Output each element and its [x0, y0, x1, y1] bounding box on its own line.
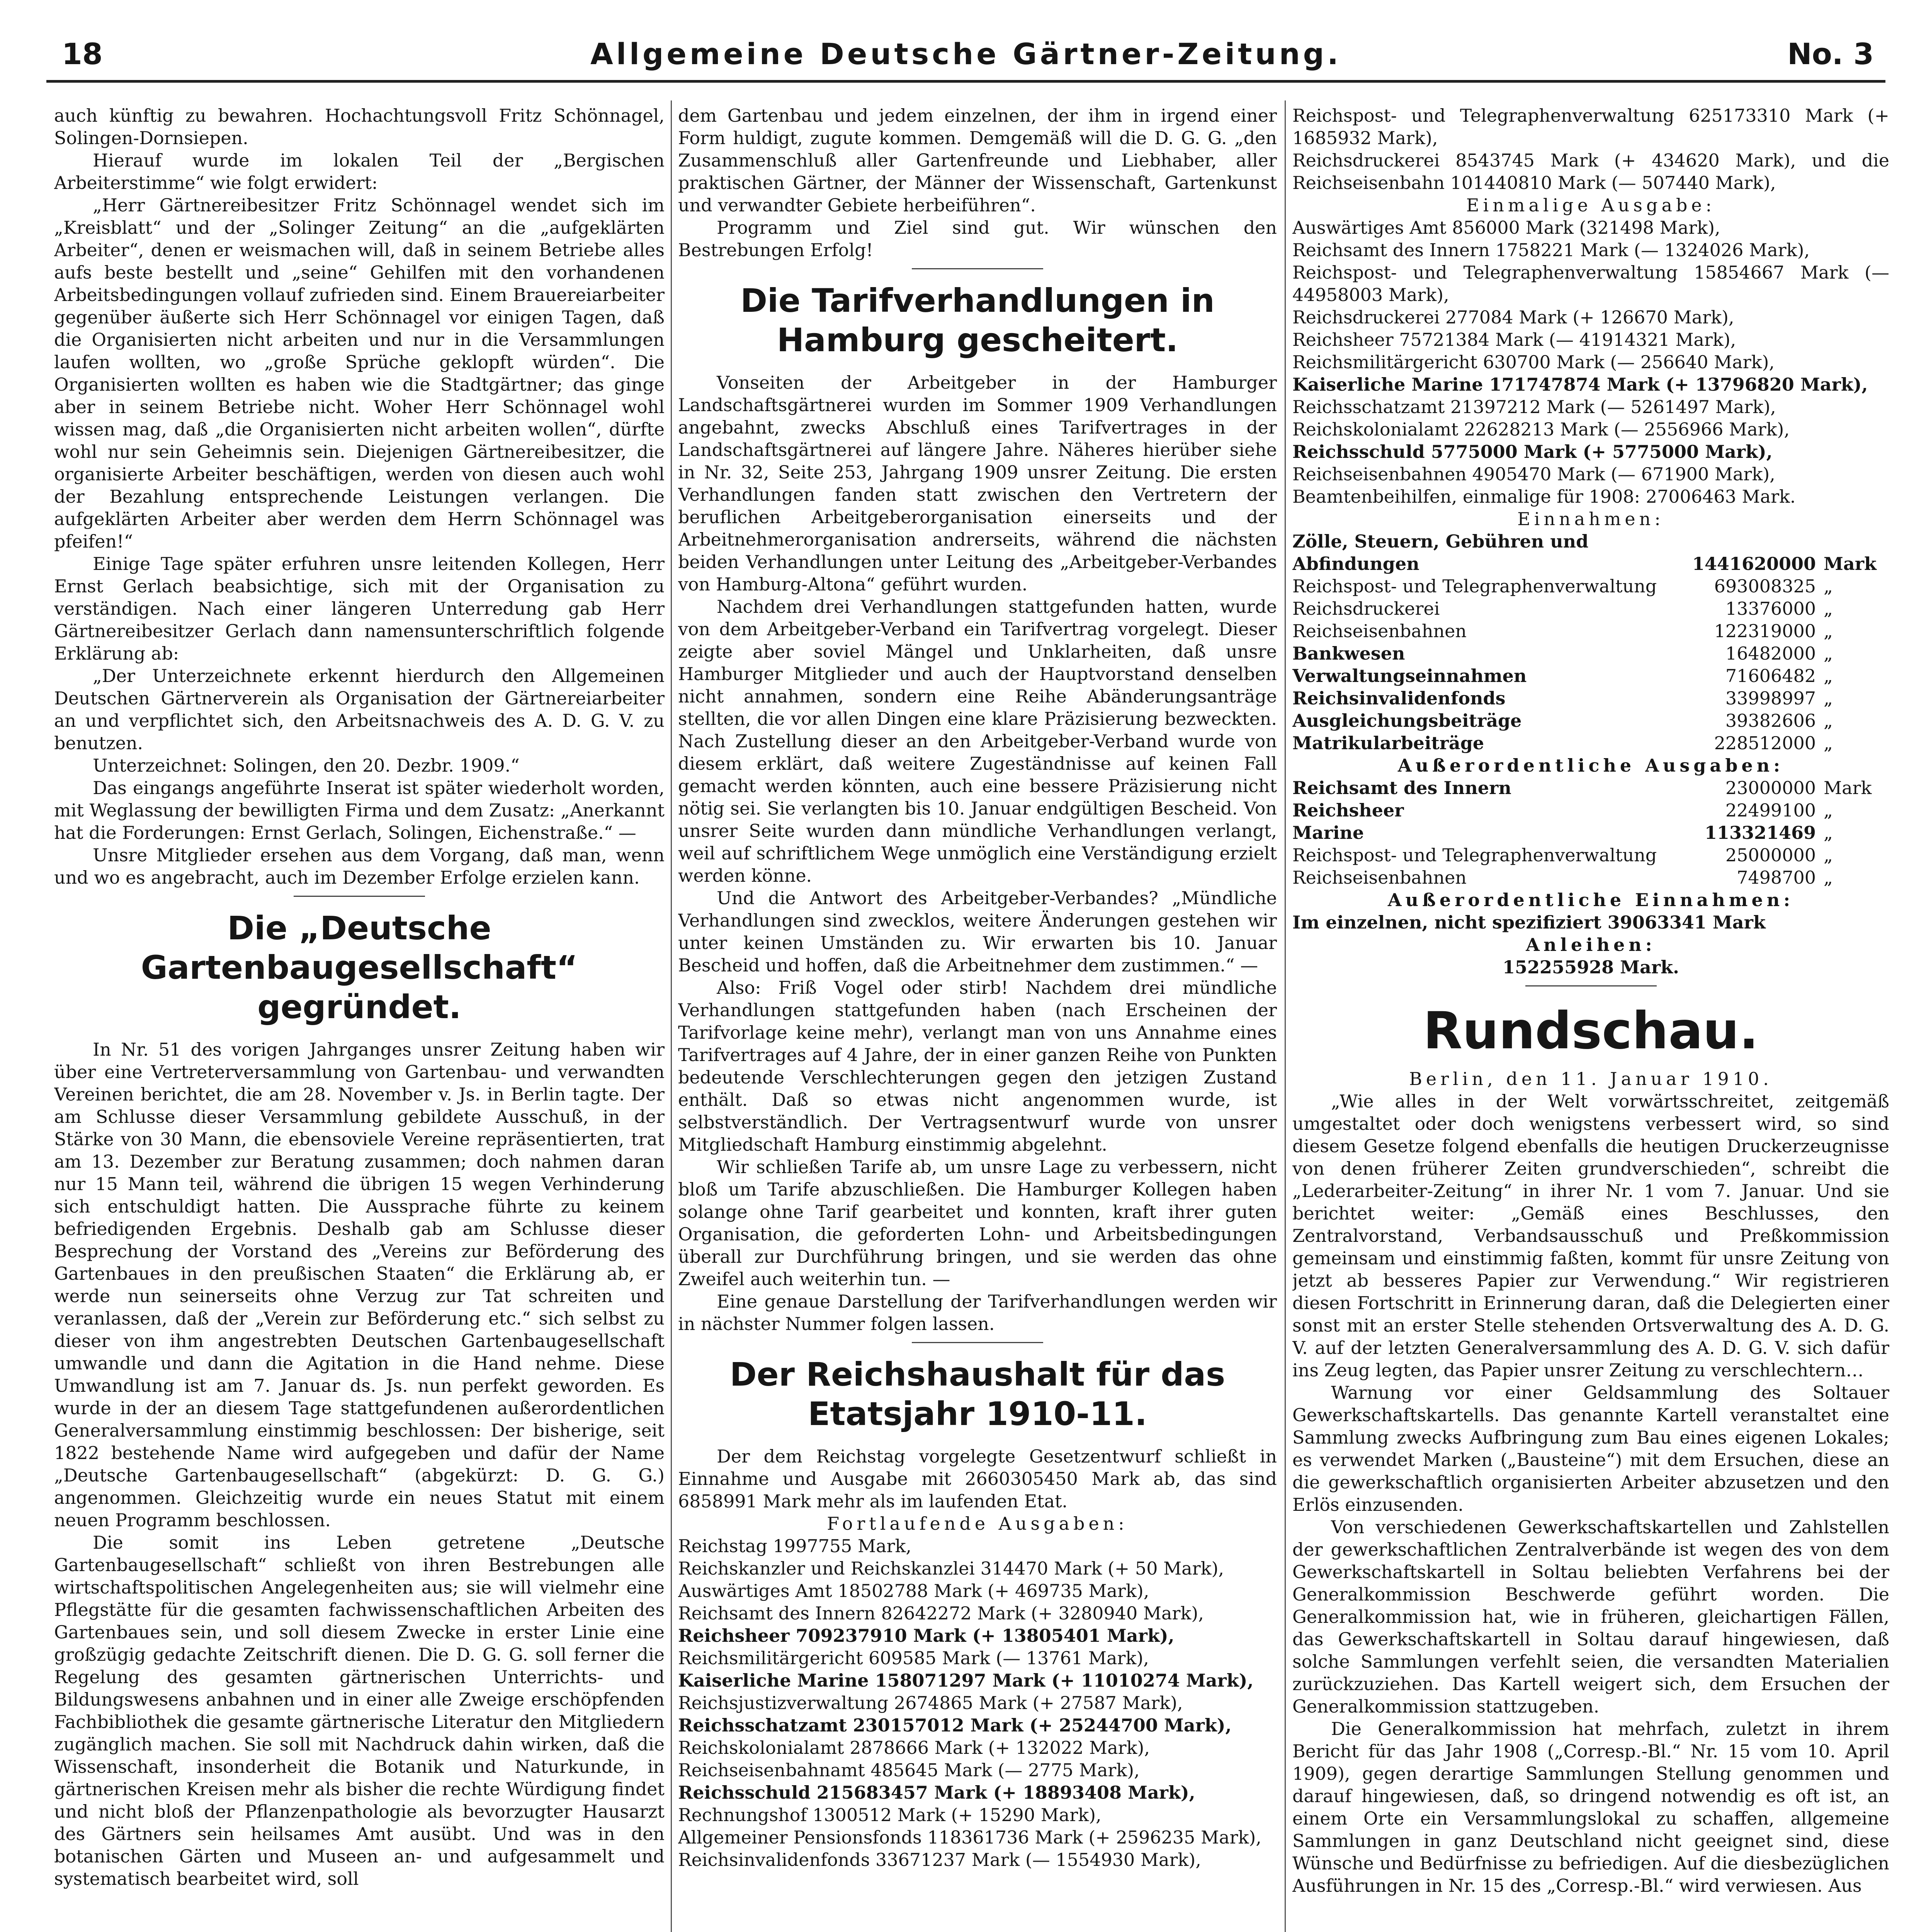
table-row — [1292, 709, 1889, 732]
row-label: Reichsheer — [1292, 800, 1404, 821]
budget-item: Reichskolonialamt 22628213 Mark (— 2556966 Mark), — [1292, 419, 1790, 440]
budget-item: Reichseisenbahnen 4905470 Mark (— 671900 Mark), — [1292, 464, 1775, 485]
row-amount: 113321469 — [1704, 822, 1816, 843]
paragraph: „Der Unterzeichnete erkennt hierdurch den Allgemeinen Deutschen Gärtnerverein als Organisation der Gärtnereiarbeiter an und verpflichtet sich, den Arbeitsnachweis des A. D. G. V. zu benutzen. — [54, 665, 665, 753]
budget-item: Beamtenbeihilfen, einmalige für 1908: 27006463 Mark. — [1292, 486, 1796, 507]
income-table — [1292, 530, 1889, 754]
paragraph: Unsre Mitglieder ersehen aus dem Vorgang, daß man, wenn und wo es angebracht, auch im Dezember Erfolge erzielen kann. — [54, 845, 665, 888]
row-unit: „ — [1824, 688, 1833, 709]
paragraph: Wir schließen Tarife ab, um unsre Lage zu verbessern, nicht bloß um Tarife abzuschließen. Die Hamburger Kollegen haben solange ohne Tarif gearbeitet und konnten, kraft ihrer guten Organisation, die geforderten Lohn- und Arbeitsbedingungen überall zur Durchführung bringen, und sie werden das ohne Zweifel auch weiterhin tun. — — [678, 1156, 1277, 1289]
budget-list — [678, 1535, 1277, 1871]
paragraph: Und die Antwort des Arbeitgeber-Verbandes? „Mündliche Verhandlungen sind zwecklos, weitere Änderungen gestehen wir unter keinen Umständen zu. Wir erwarten bis 10. Januar Bescheid und hoffen, daß die Arbeitnehmer dem zustimmen.“ — — [678, 888, 1277, 976]
row-label: Reichspost- und Telegraphenverwaltung — [1292, 576, 1657, 597]
table-row — [1292, 530, 1889, 575]
row-label: Reichspost- und Telegraphenverwaltung — [1292, 845, 1657, 866]
budget-item: Reichsmilitärgericht 609585 Mark (— 13761 Mark), — [678, 1648, 1149, 1668]
row-amount: 33998997 — [1725, 688, 1816, 709]
budget-item: Reichsdruckerei 277084 Mark (+ 126670 Mark), — [1292, 307, 1734, 328]
row-amount: 1441620000 — [1692, 553, 1816, 574]
issue-number: No. 3 — [1787, 37, 1874, 71]
column-right — [1292, 104, 1889, 1932]
row-unit: „ — [1824, 576, 1833, 597]
row-label: Verwaltungseinnahmen — [1292, 665, 1527, 686]
budget-item: Reichsjustizverwaltung 2674865 Mark (+ 27587 Mark), — [678, 1692, 1183, 1713]
section-rule — [1525, 985, 1657, 986]
budget-item: Auswärtiges Amt 856000 Mark (321498 Mark), — [1292, 217, 1720, 238]
row-unit: Mark — [1824, 777, 1872, 798]
table-row — [1292, 642, 1889, 665]
row-amount: 122319000 — [1714, 621, 1816, 641]
row-label: Reichseisenbahnen — [1292, 867, 1467, 888]
row-amount: 23000000 — [1725, 777, 1816, 798]
row-amount: 228512000 — [1714, 733, 1816, 753]
row-amount: 71606482 — [1725, 665, 1816, 686]
budget-item: Reichsheer 75721384 Mark (— 41914321 Mark), — [1292, 329, 1736, 350]
row-unit: „ — [1824, 822, 1833, 843]
section-rule — [912, 268, 1043, 269]
row-label: Reichsinvalidenfonds — [1292, 688, 1506, 709]
table-row — [1292, 799, 1889, 821]
budget-item: Reichsschatzamt 230157012 Mark (+ 25244700 Mark), — [678, 1715, 1232, 1736]
section-rule — [294, 896, 425, 897]
budget-item: Reichseisenbahnamt 485645 Mark (— 2775 Mark), — [678, 1760, 1140, 1781]
budget-item: Auswärtiges Amt 18502788 Mark (+ 469735 Mark), — [678, 1580, 1149, 1601]
subheading: Außerordentliche Ausgaben: — [1397, 755, 1784, 776]
table-row — [1292, 665, 1889, 687]
table-row — [1292, 620, 1889, 642]
paragraph: Die somit ins Leben getretene „Deutsche Gartenbaugesellschaft“ schließt von ihren Bestrebungen alle wirtschaftspolitischen Angelegenheiten aus; sie will vielmehr eine Pflegstätte für die gesamten fachwissenschaftlichen Arbeiten des Gartenbaues sein, und soll diesem Zwecke in erster Linie eine großzügig gedachte Zeitschrift dienen. Die D. G. G. soll ferner die Regelung des gesamten gärtnerischen Unterrichts- und Bildungswesens anbahnen und in einer alle Zweige erschöpfenden Fachbibliothek die gesamte gärtnerische Literatur den Mitgliedern zugänglich machen. Sie soll mit Nachdruck dahin wirken, daß die Wissenschaft, insonderheit die Botanik und Naturkunde, in gärtnerischen Kreisen mehr als bisher die rechte Würdigung findet und nicht bloß der Pflanzenpathologie als bevorzugter Hausarzt des Gärtners sein heilsames Amt ausübt. Und was in den botanischen Gärten und Museen an- und aufgesammelt und systematisch bearbeitet wird, soll — [54, 1532, 665, 1889]
row-unit: „ — [1824, 867, 1833, 888]
row-amount: 693008325 — [1714, 576, 1816, 597]
budget-item: Reichsdruckerei 8543745 Mark (+ 434620 Mark), und die Reichseisenbahn 101440810 Mark (— 507440 Mark), — [1292, 150, 1889, 193]
paragraph: In Nr. 51 des vorigen Jahrganges unsrer Zeitung haben wir über eine Vertreterversammlung von Gartenbau- und verwandten Vereinen berichtet, die am 28. November v. Js. in Berlin tagte. Der am Schlusse dieser Versammlung gebildete Ausschuß, in der Stärke von 30 Mann, die ebensoviele Vereine repräsentierten, trat am 13. Dezember zur Beratung zusammen; doch nahmen daran nur 15 Mann teil, während die übrigen 15 wegen Verhinderung sich entschuldigt hatten. Die Aussprache führte zu keinem befriedigenden Ergebnis. Deshalb gab am Schlusse dieser Besprechung der Vorstand des „Vereins zur Beförderung des Gartenbaues in den preußischen Staaten“ die Erklärung ab, er werde nun seinerseits ohne Verzug zur Tat schreiten und veranlassen, daß der „Verein zur Beförderung etc.“ sich selbst zu dieser von ihm angestrebten Deutschen Gartenbaugesellschaft umwandle und dann die Agitation in die Hand nehme. Diese Umwandlung ist am 7. Januar ds. Js. nun perfekt geworden. Es wurde in der an diesem Tage stattgefundenen außerordentlichen Generalversammlung einstimmig beschlossen: Der bisherige, seit 1822 bestehende Name wird aufgegeben und dafür der Name „Deutsche Gartenbaugesellschaft“ (abgekürzt: D. G. G.) angenommen. Gleichzeitig wurde ein neues Statut mit einem neuen Programm beschlossen. — [54, 1039, 665, 1531]
row-label: Bankwesen — [1292, 643, 1405, 664]
paragraph: Vonseiten der Arbeitgeber in der Hamburger Landschaftsgärtnerei wurden im Sommer 1909 Verhandlungen angebahnt, zwecks Abschluß eines Tarifvertrages in der Landschaftsgärtnerei auf längere Jahre. Näheres hierüber siehe in Nr. 32, Seite 253, Jahrgang 1909 unsrer Zeitung. Die ersten Verhandlungen fanden statt zwischen den Vertretern der beruflichen Arbeitgeberorganisation einerseits und der Arbeitnehmerorganisation andrerseits, während die nächsten beiden Verhandlungen unter Leitung des „Arbeitgeber-Verbandes von Hamburg-Altona“ geführt wurden. — [678, 372, 1277, 595]
budget-item: Reichsschatzamt 21397212 Mark (— 5261497 Mark), — [1292, 396, 1776, 417]
subheading: Außerordentliche Einnahmen: — [1387, 889, 1794, 910]
row-amount: 7498700 — [1737, 867, 1816, 888]
row-label: Reichsdruckerei — [1292, 598, 1440, 619]
row-amount: 16482000 — [1725, 643, 1816, 664]
paragraph: Eine genaue Darstellung der Tarifverhandlungen werden wir in nächster Nummer folgen lassen. — [678, 1291, 1277, 1334]
row-label: Zölle, Steuern, Gebühren und Abfindungen — [1292, 531, 1589, 574]
budget-item: Reichskolonialamt 2878666 Mark (+ 132022 Mark), — [678, 1737, 1150, 1758]
table-row — [1292, 687, 1889, 709]
subheading: Anleihen: — [1526, 934, 1656, 955]
table-row — [1292, 866, 1889, 889]
dateline: Berlin, den 11. Januar 1910. — [1409, 1068, 1773, 1089]
paragraph: Warnung vor einer Geldsammlung des Soltauer Gewerkschaftskartells. Das genannte Kartell veranstaltet eine Sammlung zwecks Aufbringung zum Bau eines eigenen Lokales; es verwendet Marken („Bausteine“) mit dem Ersuchen, diese an die gewerkschaftlich organisierten Arbeiter abzusetzen und den Erlös einzusenden. — [1292, 1382, 1889, 1515]
row-unit: Mark — [1824, 553, 1877, 574]
row-amount: 25000000 — [1725, 845, 1816, 866]
budget-item: Reichskanzler und Reichskanzlei 314470 Mark (+ 50 Mark), — [678, 1558, 1224, 1579]
paragraph: Einige Tage später erfuhren unsre leitenden Kollegen, Herr Ernst Gerlach beabsichtige, sich mit der Organisation zu verständigen. Nach einer längeren Unterredung gab Herr Gärtnereibesitzer Gerlach dann namensunterschriftlich folgende Erklärung ab: — [54, 553, 665, 664]
budget-item: 152255928 Mark. — [1503, 957, 1679, 978]
budget-item: Reichsschuld 5775000 Mark (+ 5775000 Mark), — [1292, 441, 1773, 462]
paragraph: dem Gartenbau und jedem einzelnen, der ihm in irgend einer Form huldigt, zugute kommen. Demgemäß will die D. G. G. „den Zusammenschluß aller Gartenfreunde und Liebhaber, aller praktischen Gärtner, der Männer der Wissenschaft, Gartenkunst und verwandter Gebiete herbeiführen“. — [678, 105, 1277, 216]
table-row — [1292, 844, 1889, 866]
page-number: 18 — [62, 37, 103, 71]
row-unit: „ — [1824, 665, 1833, 686]
paragraph: „Herr Gärtnereibesitzer Fritz Schönnagel wendet sich im „Kreisblatt“ und der „Solinger Zeitung“ an die „aufgeklärten Arbeiter“, denen er weismachen will, daß in seinem Betriebe alles aufs beste bestellt und „seine“ Gehilfen mit den vorhandenen Arbeitsbedingungen vollauf zufrieden sind. Einem Brauereiarbeiter gegenüber äußerte sich Herr Schönnagel vor einigen Tagen, daß die Organisierten nicht arbeiten und nur in die Versammlungen laufen wollten, wo „große Sprüche geklopft würden“. Die Organisierten wollten es haben wie die Stadtgärtner; das ginge aber in seinem Betriebe nicht. Woher Herr Schönnagel wohl wissen mag, daß „die Organisierten nicht arbeiten wollen“, dürfte wohl nur sein Geheimnis sein. Diejenigen Gärtnereibesitzer, die organisierte Arbeiter beschäftigen, werden von diesen auch wohl der Bezahlung entsprechende Leistungen verlangen. Die aufgeklärten Arbeiter aber werden dem Herrn Schönnagel was pfeifen!“ — [54, 195, 665, 552]
budget-item: Allgemeiner Pensionsfonds 118361736 Mark (+ 2596235 Mark), — [678, 1827, 1261, 1848]
table-row — [1292, 777, 1889, 799]
subheading: Fortlaufende Ausgaben: — [827, 1513, 1128, 1534]
paragraph: Der dem Reichstag vorgelegte Gesetzentwurf schließt in Einnahme und Ausgabe mit 2660305450 Mark ab, das sind 6858991 Mark mehr als im laufenden Etat. — [678, 1446, 1277, 1512]
header-rule — [46, 80, 1885, 83]
row-amount: 22499100 — [1725, 800, 1816, 821]
table-row — [1292, 597, 1889, 620]
budget-item: Kaiserliche Marine 158071297 Mark (+ 11010274 Mark), — [678, 1670, 1254, 1691]
budget-item: Reichspost- und Telegraphenverwaltung 625173310 Mark (+ 1685932 Mark), — [1292, 105, 1889, 148]
section-rule — [912, 1342, 1043, 1343]
paragraph: auch künftig zu bewahren. Hochachtungsvoll Fritz Schönnagel, Solingen-Dornsiepen. — [54, 105, 665, 148]
paragraph: „Wie alles in der Welt vorwärtsschreitet, zeitgemäß umgestaltet oder doch wenigstens verbessert wird, so sind diesem Gesetze folgend ebenfalls die heutigen Druckerzeugnisse von denen früherer Zeiten grundverschieden“, schreibt die „Lederarbeiter-Zeitung“ in ihrer Nr. 1 vom 7. Januar. Und sie berichtet weiter: „Gemäß eines Beschlusses, den Zentralvorstand, Verbandsausschuß und Preßkommission gemeinsam und einstimmig faßten, kommt für unsre Zeitung von jetzt ab besseres Papier zur Verwendung.“ Wir registrieren diesen Fortschritt in Erinnerung daran, daß die Delegierten einer sonst mit an erster Stelle stehenden Ortsverwaltung des A. D. G. V. auf der letzten Generalversammlung des A. D. G. V. sich dafür ins Zeug legten, das Papier unsrer Zeitung zu verschlechtern… — [1292, 1091, 1889, 1381]
budget-item: Reichsheer 709237910 Mark (+ 13805401 Mark), — [678, 1625, 1175, 1646]
table-row — [1292, 821, 1889, 844]
extraordinary-expenses-table — [1292, 777, 1889, 889]
table-row — [1292, 732, 1889, 754]
paragraph: Das eingangs angeführte Inserat ist später wiederholt worden, mit Weglassung der bewilligten Firma und dem Zusatz: „Anerkannt hat die Forderungen: Ernst Gerlach, Solingen, Eichenstraße.“ — — [54, 777, 665, 843]
article-heading: Der Reichshaushalt für das Etatsjahr 1910-11. — [729, 1355, 1226, 1433]
paragraph: Die Generalkommission hat mehrfach, zuletzt in ihrem Bericht für das Jahr 1908 („Corresp.-Bl.“ Nr. 15 vom 10. April 1909), gegen derartige Sammlungen Stellung genommen und darauf hingewiesen, daß, so dringend notwendig es oft ist, an einem Orte ein Versammlungslokal zu schaffen, allgemeine Sammlungen in ganz Deutschland nicht geeignet sind, diese Wünsche und Bedürfnisse zu befriedigen. Auf die diesbezüglichen Ausführungen in Nr. 15 des „Corresp.-Bl.“ wird verwiesen. Aus — [1292, 1718, 1889, 1896]
budget-item: Reichsamt des Innern 1758221 Mark (— 1324026 Mark), — [1292, 240, 1810, 260]
row-label: Reichseisenbahnen — [1292, 621, 1467, 641]
budget-item: Reichspost- und Telegraphenverwaltung 15854667 Mark (— 44958003 Mark), — [1292, 262, 1889, 305]
row-unit: „ — [1824, 710, 1833, 731]
paragraph: Unterzeichnet: Solingen, den 20. Dezbr. 1909.“ — [93, 755, 520, 776]
column-middle — [678, 104, 1277, 1932]
row-unit: „ — [1824, 845, 1833, 866]
row-amount: 39382606 — [1725, 710, 1816, 731]
subheading: Einnahmen: — [1517, 509, 1664, 529]
row-amount: 13376000 — [1725, 598, 1816, 619]
section-heading: Rundschau. — [1423, 1001, 1759, 1061]
subheading: Einmalige Ausgabe: — [1466, 195, 1716, 216]
budget-item: Kaiserliche Marine 171747874 Mark (+ 13796820 Mark), — [1292, 374, 1868, 395]
budget-item: Reichstag 1997755 Mark, — [678, 1536, 912, 1556]
article-heading: Die „Deutsche Gartenbaugesellschaft“ gegründet. — [141, 909, 578, 1026]
budget-list — [1292, 104, 1889, 194]
table-row — [1292, 575, 1889, 597]
paragraph: Also: Friß Vogel oder stirb! Nachdem drei mündliche Verhandlungen stattgefunden haben (nach Erscheinen der Tarifvorlage keine mehr), verlangt man von uns Annahme eines Tarifvertrages auf 4 Jahre, der in einer ganzen Reihe von Punkten bedeutende Verschlechterungen gegen den jetzigen Zustand enthält. Daß so etwas nicht angenommen wurde, ist selbstverständlich. Der Vertragsentwurf wurde von unsrer Mitgliedschaft Hamburg einstimmig abgelehnt. — [678, 977, 1277, 1155]
column-left — [54, 104, 665, 1932]
paragraph: Hierauf wurde im lokalen Teil der „Bergischen Arbeiterstimme“ wie folgt erwidert: — [54, 150, 665, 193]
paragraph: Programm und Ziel sind gut. Wir wünschen den Bestrebungen Erfolg! — [678, 217, 1277, 260]
budget-list — [1292, 216, 1889, 508]
row-unit: „ — [1824, 643, 1833, 664]
row-label: Ausgleichungsbeiträge — [1292, 710, 1522, 731]
budget-item: Reichsinvalidenfonds 33671237 Mark (— 1554930 Mark), — [678, 1849, 1201, 1870]
row-unit: „ — [1824, 800, 1833, 821]
budget-item: Im einzelnen, nicht spezifiziert 39063341 Mark — [1292, 912, 1766, 933]
masthead-title: Allgemeine Deutsche Gärtner-Zeitung. — [590, 37, 1341, 71]
row-label: Matrikularbeiträge — [1292, 733, 1484, 753]
column-divider — [671, 100, 672, 1932]
row-unit: „ — [1824, 621, 1833, 641]
paragraph: Nachdem drei Verhandlungen stattgefunden hatten, wurde von dem Arbeitgeber-Verband ein Tarifvertrag vorgelegt. Dieser zeigte aber soviel Mängel und Unklarheiten, daß unsre Hamburger Mitglieder und auch der Hauptvorstand denselben nicht annahmen, sondern eine Reihe Abänderungsanträge stellten, die vor allen Dingen eine klare Präzisierung bezweckten. Nach Zustellung dieser an den Arbeitgeber-Verband wurde von diesem erklärt, daß weitere Zugeständnisse auf keinen Fall gemacht werden könnten, auch eine bessere Präzisierung nicht nötig sei. Sie verlangten bis 10. Januar endgültigen Bescheid. Von unsrer Seite wurden dann mündliche Verhandlungen verlangt, weil auf schriftlichem Wege unmöglich eine Verständigung erzielt werden könne. — [678, 596, 1277, 886]
row-label: Marine — [1292, 822, 1364, 843]
budget-item: Rechnungshof 1300512 Mark (+ 15290 Mark), — [678, 1804, 1102, 1825]
row-unit: „ — [1824, 733, 1833, 753]
paragraph: Von verschiedenen Gewerkschaftskartellen und Zahlstellen der gewerkschaftlichen Zentralverbände ist wegen des von dem Gewerkschaftskartell in Soltau beliebten Verfahrens bei der Generalkommission Beschwerde geführt worden. Die Generalkommission hat, wie in früheren, gleichartigen Fällen, das Gewerkschaftskartell in Soltau darauf hingewiesen, daß solche Sammlungen verfehlt seien, die versandten Materialien zurückzuziehen. Das Kartell weigert sich, dem Ersuchen der Generalkommission stattzugeben. — [1292, 1517, 1889, 1717]
budget-item: Reichsschuld 215683457 Mark (+ 18893408 Mark), — [678, 1782, 1195, 1803]
budget-item: Reichsmilitärgericht 630700 Mark (— 256640 Mark), — [1292, 352, 1775, 372]
page-header — [46, 37, 1885, 79]
column-divider — [1285, 100, 1286, 1932]
row-unit: „ — [1824, 598, 1833, 619]
budget-item: Reichsamt des Innern 82642272 Mark (+ 3280940 Mark), — [678, 1603, 1204, 1624]
article-heading: Die Tarifverhandlungen in Hamburg gescheitert. — [740, 282, 1215, 359]
row-label: Reichsamt des Innern — [1292, 777, 1511, 798]
